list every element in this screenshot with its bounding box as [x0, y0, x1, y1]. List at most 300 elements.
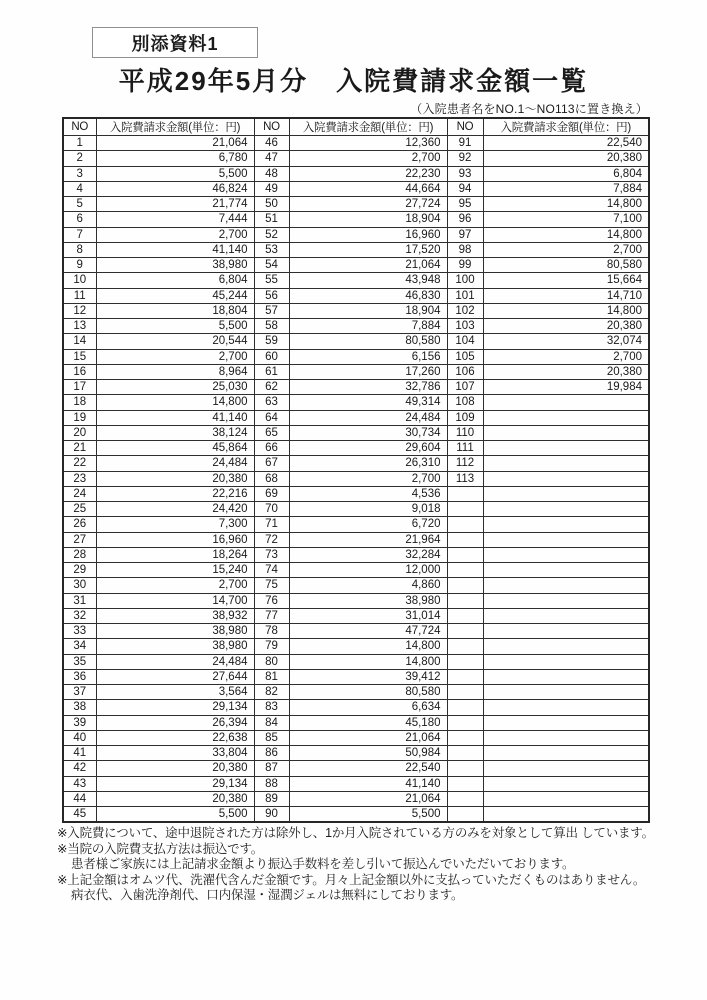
row-number-cell: 75 — [254, 578, 289, 593]
row-number-cell: 27 — [63, 532, 96, 547]
row-number-cell: 16 — [63, 364, 96, 379]
amount-cell: 24,484 — [96, 654, 254, 669]
amount-cell: 26,394 — [96, 715, 254, 730]
row-number-cell: 61 — [254, 364, 289, 379]
amount-cell: 14,800 — [96, 395, 254, 410]
row-number-cell: 82 — [254, 685, 289, 700]
row-number-cell: 72 — [254, 532, 289, 547]
row-number-cell: 77 — [254, 608, 289, 623]
row-number-cell: 4 — [63, 181, 96, 196]
amount-cell: 46,830 — [289, 288, 447, 303]
amount-cell: 2,700 — [96, 227, 254, 242]
row-number-cell: 24 — [63, 486, 96, 501]
attachment-tag-label: 別添資料1 — [131, 33, 219, 54]
amount-cell: 12,360 — [289, 136, 447, 151]
amount-cell: 32,284 — [289, 547, 447, 562]
amount-cell: 29,134 — [96, 700, 254, 715]
table-row — [63, 258, 649, 273]
row-number-cell: 63 — [254, 395, 289, 410]
amount-cell — [483, 730, 649, 745]
row-number-cell — [447, 730, 483, 745]
table-row — [63, 166, 649, 181]
billing-amount-table — [62, 117, 650, 823]
amount-cell — [483, 791, 649, 806]
row-number-cell: 15 — [63, 349, 96, 364]
row-number-cell: 65 — [254, 425, 289, 440]
row-number-cell: 5 — [63, 197, 96, 212]
footnote-line: ※入院費について、途中退院された方は除外し、1か月入院されている方のみを対象として算出 しています。 — [57, 826, 654, 840]
amount-cell: 3,564 — [96, 685, 254, 700]
amount-cell: 22,540 — [483, 136, 649, 151]
amount-cell: 2,700 — [483, 349, 649, 364]
amount-cell: 22,230 — [289, 166, 447, 181]
amount-cell: 21,964 — [289, 532, 447, 547]
page-title: 平成29年5月分 入院費請求金額一覧 — [118, 66, 589, 96]
amount-cell: 41,140 — [96, 242, 254, 257]
row-number-cell: 50 — [254, 197, 289, 212]
table-row — [63, 593, 649, 608]
amount-cell: 14,800 — [483, 197, 649, 212]
table-row — [63, 807, 649, 822]
amount-cell: 2,700 — [483, 242, 649, 257]
row-number-cell: 110 — [447, 425, 483, 440]
row-number-cell: 104 — [447, 334, 483, 349]
row-number-cell: 89 — [254, 791, 289, 806]
amount-cell: 27,644 — [96, 669, 254, 684]
row-number-cell: 76 — [254, 593, 289, 608]
row-number-cell: 83 — [254, 700, 289, 715]
amount-cell: 39,412 — [289, 669, 447, 684]
row-number-cell — [447, 593, 483, 608]
amount-cell: 38,980 — [289, 593, 447, 608]
table-row — [63, 502, 649, 517]
row-number-cell: 74 — [254, 563, 289, 578]
row-number-cell: 40 — [63, 730, 96, 745]
table-row — [63, 242, 649, 257]
amount-cell — [483, 486, 649, 501]
row-number-cell — [447, 624, 483, 639]
amount-cell: 5,500 — [96, 166, 254, 181]
amount-cell: 14,710 — [483, 288, 649, 303]
amount-cell: 20,380 — [483, 364, 649, 379]
table-row — [63, 563, 649, 578]
row-number-cell: 31 — [63, 593, 96, 608]
row-number-cell: 25 — [63, 502, 96, 517]
table-header-row — [63, 118, 649, 136]
row-number-cell — [447, 486, 483, 501]
row-number-cell: 87 — [254, 761, 289, 776]
row-number-cell — [447, 746, 483, 761]
row-number-cell: 95 — [447, 197, 483, 212]
amount-cell: 50,984 — [289, 746, 447, 761]
amount-cell: 8,964 — [96, 364, 254, 379]
footnote-line: 病衣代、入歯洗浄剤代、口内保湿・湿潤ジェルは無料にしております。 — [71, 888, 464, 903]
row-number-cell — [447, 807, 483, 822]
row-number-cell: 35 — [63, 654, 96, 669]
table-row — [63, 608, 649, 623]
amount-cell — [483, 456, 649, 471]
row-number-cell: 52 — [254, 227, 289, 242]
amount-cell: 2,700 — [96, 578, 254, 593]
amount-cell: 80,580 — [289, 334, 447, 349]
amount-cell: 45,864 — [96, 441, 254, 456]
amount-cell: 29,134 — [96, 776, 254, 791]
amount-cell: 80,580 — [483, 258, 649, 273]
amount-cell: 38,980 — [96, 639, 254, 654]
table-row — [63, 761, 649, 776]
row-number-cell: 105 — [447, 349, 483, 364]
row-number-cell: 32 — [63, 608, 96, 623]
row-number-cell — [447, 715, 483, 730]
amount-cell: 7,444 — [96, 212, 254, 227]
table-row — [63, 380, 649, 395]
amount-cell — [483, 654, 649, 669]
row-number-cell: 2 — [63, 151, 96, 166]
row-number-cell — [447, 532, 483, 547]
row-number-cell — [447, 791, 483, 806]
header-amount-1: 入院費請求金額(単位：円) — [96, 118, 254, 136]
row-number-cell — [447, 517, 483, 532]
amount-cell: 4,536 — [289, 486, 447, 501]
amount-cell: 20,544 — [96, 334, 254, 349]
amount-cell: 20,380 — [96, 791, 254, 806]
amount-cell: 6,780 — [96, 151, 254, 166]
row-number-cell: 6 — [63, 212, 96, 227]
row-number-cell: 13 — [63, 319, 96, 334]
row-number-cell: 57 — [254, 303, 289, 318]
amount-cell: 5,500 — [96, 319, 254, 334]
row-number-cell: 85 — [254, 730, 289, 745]
row-number-cell: 96 — [447, 212, 483, 227]
header-amount-3: 入院費請求金額(単位：円) — [483, 118, 649, 136]
row-number-cell — [447, 685, 483, 700]
row-number-cell: 101 — [447, 288, 483, 303]
row-number-cell: 54 — [254, 258, 289, 273]
row-number-cell: 26 — [63, 517, 96, 532]
row-number-cell: 9 — [63, 258, 96, 273]
row-number-cell: 55 — [254, 273, 289, 288]
amount-cell: 21,064 — [96, 136, 254, 151]
amount-cell: 14,800 — [483, 303, 649, 318]
amount-cell: 2,700 — [96, 349, 254, 364]
amount-cell: 41,140 — [289, 776, 447, 791]
amount-cell: 20,380 — [483, 319, 649, 334]
table-row — [63, 303, 649, 318]
amount-cell: 15,240 — [96, 563, 254, 578]
amount-cell: 14,800 — [289, 639, 447, 654]
row-number-cell: 58 — [254, 319, 289, 334]
row-number-cell: 70 — [254, 502, 289, 517]
row-number-cell: 39 — [63, 715, 96, 730]
table-row — [63, 151, 649, 166]
row-number-cell: 88 — [254, 776, 289, 791]
amount-cell: 21,064 — [289, 730, 447, 745]
row-number-cell: 111 — [447, 441, 483, 456]
amount-cell — [483, 502, 649, 517]
table-row — [63, 517, 649, 532]
amount-cell: 38,980 — [96, 624, 254, 639]
amount-cell: 27,724 — [289, 197, 447, 212]
row-number-cell: 36 — [63, 669, 96, 684]
amount-cell: 29,604 — [289, 441, 447, 456]
amount-cell: 17,520 — [289, 242, 447, 257]
amount-cell — [483, 547, 649, 562]
row-number-cell — [447, 578, 483, 593]
table-row — [63, 319, 649, 334]
row-number-cell: 79 — [254, 639, 289, 654]
page-subtitle: （入院患者名をNO.1～NO113に置き換え） — [410, 102, 648, 116]
amount-cell: 18,804 — [96, 303, 254, 318]
row-number-cell: 41 — [63, 746, 96, 761]
table-row — [63, 730, 649, 745]
row-number-cell: 97 — [447, 227, 483, 242]
table-row — [63, 395, 649, 410]
row-number-cell: 106 — [447, 364, 483, 379]
amount-cell — [483, 532, 649, 547]
row-number-cell: 19 — [63, 410, 96, 425]
table-header — [63, 118, 649, 136]
table-row — [63, 227, 649, 242]
row-number-cell: 99 — [447, 258, 483, 273]
amount-cell: 45,244 — [96, 288, 254, 303]
amount-cell: 7,300 — [96, 517, 254, 532]
amount-cell: 38,124 — [96, 425, 254, 440]
table-row — [63, 746, 649, 761]
amount-cell — [483, 441, 649, 456]
row-number-cell: 98 — [447, 242, 483, 257]
table-row — [63, 700, 649, 715]
table-row — [63, 654, 649, 669]
amount-cell: 25,030 — [96, 380, 254, 395]
row-number-cell: 103 — [447, 319, 483, 334]
amount-cell: 31,014 — [289, 608, 447, 623]
amount-cell: 22,216 — [96, 486, 254, 501]
amount-cell — [483, 746, 649, 761]
row-number-cell — [447, 502, 483, 517]
row-number-cell: 29 — [63, 563, 96, 578]
row-number-cell: 94 — [447, 181, 483, 196]
row-number-cell: 33 — [63, 624, 96, 639]
table-row — [63, 685, 649, 700]
amount-cell: 18,904 — [289, 212, 447, 227]
amount-cell — [483, 578, 649, 593]
row-number-cell — [447, 776, 483, 791]
amount-cell: 5,500 — [289, 807, 447, 822]
amount-cell — [483, 639, 649, 654]
amount-cell: 24,484 — [289, 410, 447, 425]
row-number-cell: 80 — [254, 654, 289, 669]
row-number-cell: 92 — [447, 151, 483, 166]
footnotes-block — [57, 826, 697, 904]
table-row — [63, 136, 649, 151]
amount-cell — [483, 608, 649, 623]
amount-cell: 7,884 — [483, 181, 649, 196]
row-number-cell: 44 — [63, 791, 96, 806]
row-number-cell: 1 — [63, 136, 96, 151]
table-row — [63, 639, 649, 654]
amount-cell: 16,960 — [96, 532, 254, 547]
table-row — [63, 197, 649, 212]
row-number-cell: 46 — [254, 136, 289, 151]
row-number-cell: 93 — [447, 166, 483, 181]
amount-cell — [483, 425, 649, 440]
row-number-cell: 102 — [447, 303, 483, 318]
table-row — [63, 334, 649, 349]
row-number-cell: 10 — [63, 273, 96, 288]
footnote-line: ※上記金額はオムツ代、洗濯代含んだ金額です。月々上記金額以外に支払っていただくものはありません。 — [57, 872, 646, 887]
row-number-cell — [447, 761, 483, 776]
row-number-cell: 113 — [447, 471, 483, 486]
table-row — [63, 441, 649, 456]
amount-cell: 21,064 — [289, 791, 447, 806]
row-number-cell: 23 — [63, 471, 96, 486]
amount-cell: 6,634 — [289, 700, 447, 715]
row-number-cell: 21 — [63, 441, 96, 456]
amount-cell: 2,700 — [289, 151, 447, 166]
row-number-cell: 71 — [254, 517, 289, 532]
amount-cell — [483, 700, 649, 715]
row-number-cell — [447, 654, 483, 669]
row-number-cell: 30 — [63, 578, 96, 593]
row-number-cell — [447, 669, 483, 684]
table-row — [63, 181, 649, 196]
amount-cell: 22,540 — [289, 761, 447, 776]
amount-cell: 38,980 — [96, 258, 254, 273]
row-number-cell: 11 — [63, 288, 96, 303]
table-row — [63, 410, 649, 425]
table-row — [63, 364, 649, 379]
amount-cell: 33,804 — [96, 746, 254, 761]
amount-cell: 6,804 — [96, 273, 254, 288]
amount-cell — [483, 669, 649, 684]
amount-cell: 5,500 — [96, 807, 254, 822]
row-number-cell: 91 — [447, 136, 483, 151]
amount-cell — [483, 471, 649, 486]
row-number-cell — [447, 608, 483, 623]
amount-cell — [483, 593, 649, 608]
row-number-cell: 45 — [63, 807, 96, 822]
amount-cell: 21,774 — [96, 197, 254, 212]
table-row — [63, 456, 649, 471]
amount-cell: 43,948 — [289, 273, 447, 288]
amount-cell: 6,804 — [483, 166, 649, 181]
row-number-cell: 49 — [254, 181, 289, 196]
row-number-cell: 38 — [63, 700, 96, 715]
table-row — [63, 273, 649, 288]
amount-cell: 24,420 — [96, 502, 254, 517]
amount-cell: 9,018 — [289, 502, 447, 517]
row-number-cell: 100 — [447, 273, 483, 288]
amount-cell: 20,380 — [483, 151, 649, 166]
amount-cell: 21,064 — [289, 258, 447, 273]
amount-cell: 20,380 — [96, 471, 254, 486]
row-number-cell: 18 — [63, 395, 96, 410]
row-number-cell: 51 — [254, 212, 289, 227]
row-number-cell: 34 — [63, 639, 96, 654]
row-number-cell — [447, 639, 483, 654]
header-no-3: NO — [447, 118, 483, 136]
amount-cell: 26,310 — [289, 456, 447, 471]
row-number-cell: 86 — [254, 746, 289, 761]
amount-cell: 15,664 — [483, 273, 649, 288]
row-number-cell: 56 — [254, 288, 289, 303]
footnote-line: ※当院の入院費支払方法は振込です。 — [57, 841, 264, 856]
attachment-tag-box — [92, 27, 258, 58]
footnote-line: 患者様ご家族には上記請求金額より振込手数料を差し引いて振込んでいただいております。 — [71, 857, 575, 872]
table-row — [63, 791, 649, 806]
amount-cell: 18,904 — [289, 303, 447, 318]
row-number-cell: 43 — [63, 776, 96, 791]
row-number-cell: 66 — [254, 441, 289, 456]
table-row — [63, 288, 649, 303]
amount-cell: 7,100 — [483, 212, 649, 227]
row-number-cell: 37 — [63, 685, 96, 700]
amount-cell — [483, 685, 649, 700]
row-number-cell: 69 — [254, 486, 289, 501]
amount-cell: 7,884 — [289, 319, 447, 334]
row-number-cell: 47 — [254, 151, 289, 166]
amount-cell: 6,156 — [289, 349, 447, 364]
amount-cell: 30,734 — [289, 425, 447, 440]
row-number-cell: 20 — [63, 425, 96, 440]
amount-cell: 22,638 — [96, 730, 254, 745]
row-number-cell: 12 — [63, 303, 96, 318]
amount-cell: 32,074 — [483, 334, 649, 349]
amount-cell: 18,264 — [96, 547, 254, 562]
table-row — [63, 532, 649, 547]
amount-cell: 14,700 — [96, 593, 254, 608]
row-number-cell: 112 — [447, 456, 483, 471]
row-number-cell: 53 — [254, 242, 289, 257]
table-row — [63, 471, 649, 486]
header-no-2: NO — [254, 118, 289, 136]
amount-cell — [483, 410, 649, 425]
amount-cell: 16,960 — [289, 227, 447, 242]
amount-cell: 38,932 — [96, 608, 254, 623]
row-number-cell: 67 — [254, 456, 289, 471]
amount-cell: 2,700 — [289, 471, 447, 486]
amount-cell: 17,260 — [289, 364, 447, 379]
row-number-cell: 84 — [254, 715, 289, 730]
row-number-cell: 14 — [63, 334, 96, 349]
amount-cell: 47,724 — [289, 624, 447, 639]
row-number-cell — [447, 547, 483, 562]
amount-cell — [483, 624, 649, 639]
row-number-cell — [447, 700, 483, 715]
amount-cell: 6,720 — [289, 517, 447, 532]
amount-cell: 41,140 — [96, 410, 254, 425]
table-row — [63, 486, 649, 501]
row-number-cell: 42 — [63, 761, 96, 776]
amount-cell: 20,380 — [96, 761, 254, 776]
amount-cell: 4,860 — [289, 578, 447, 593]
amount-cell: 14,800 — [289, 654, 447, 669]
table-row — [63, 624, 649, 639]
amount-cell — [483, 807, 649, 822]
row-number-cell: 59 — [254, 334, 289, 349]
amount-cell: 45,180 — [289, 715, 447, 730]
table-row — [63, 715, 649, 730]
row-number-cell: 60 — [254, 349, 289, 364]
table-row — [63, 212, 649, 227]
billing-table-body — [63, 136, 649, 822]
table-row — [63, 578, 649, 593]
row-number-cell: 7 — [63, 227, 96, 242]
row-number-cell: 108 — [447, 395, 483, 410]
row-number-cell: 68 — [254, 471, 289, 486]
row-number-cell: 64 — [254, 410, 289, 425]
amount-cell — [483, 395, 649, 410]
